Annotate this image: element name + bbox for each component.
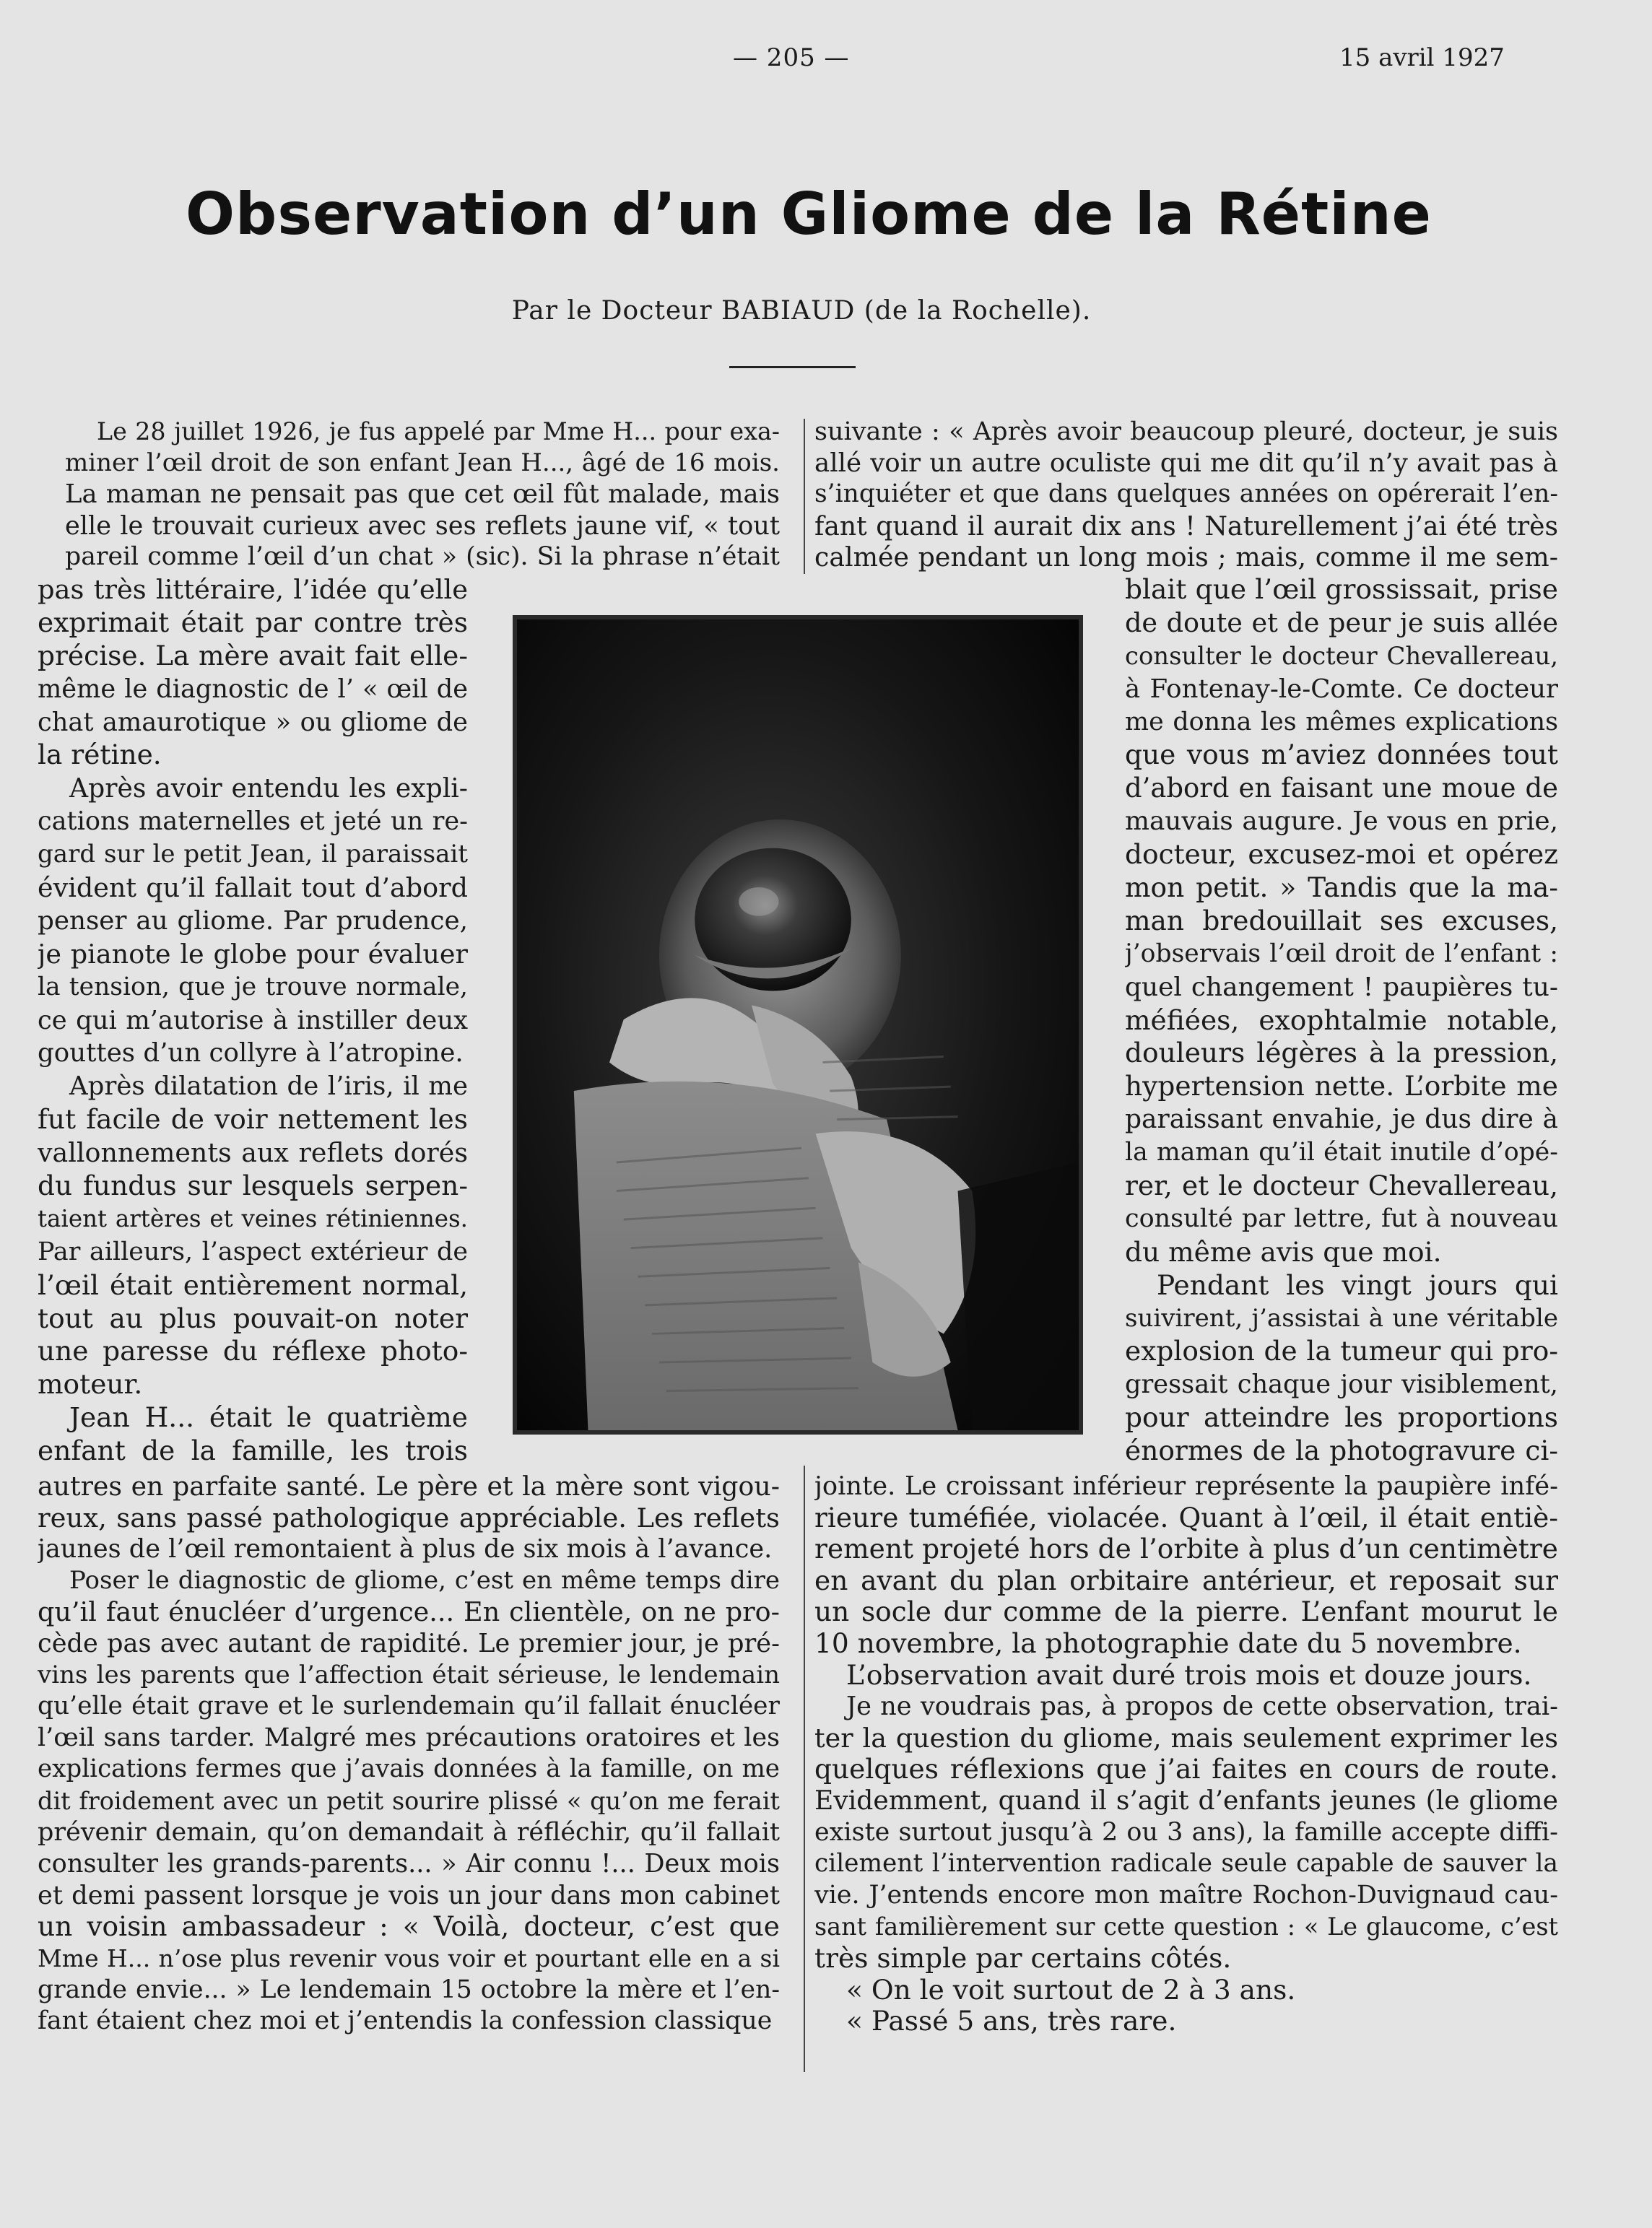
text-line: ter la question du gliome, mais seulement exprimer les <box>814 1722 1558 1754</box>
left-column-top-text <box>65 416 780 573</box>
text-line: enfant de la famille, les trois <box>38 1435 468 1467</box>
text-line: existe surtout jusqu’à 2 ou 3 ans), la famille accepte diffi- <box>814 1817 1558 1847</box>
text-line: cilement l’intervention radicale seule capable de sauver la <box>814 1849 1558 1879</box>
text-line: Par ailleurs, l’aspect extérieur de <box>38 1237 468 1266</box>
photograph-image <box>517 619 1079 1430</box>
text-line: fut facile de voir nettement les <box>38 1103 468 1136</box>
text-line: man bredouillait ses excuses, <box>1125 904 1558 936</box>
text-line: paraissant envahie, je dus dire à <box>1125 1105 1558 1135</box>
text-line: gard sur le petit Jean, il paraissait <box>38 840 468 869</box>
text-line: la maman qu’il était inutile d’opé- <box>1125 1138 1558 1167</box>
right-column-narrow-text <box>1125 573 1558 1468</box>
text-line: calmée pendant un long mois ; mais, comme il me sem- <box>814 541 1558 573</box>
text-line: douleurs légères à la pression, <box>1125 1037 1558 1069</box>
text-line: L’observation avait duré trois mois et douze jours. <box>846 1659 1532 1691</box>
text-line: rieure tuméfiée, violacée. Quant à l’œil, il était entiè- <box>814 1502 1558 1533</box>
text-line: que vous m’aviez données tout <box>1125 739 1558 771</box>
right-column-bottom-text <box>814 1471 1558 2037</box>
text-line: s’inquiéter et que dans quelques années on opérerait l’en- <box>814 479 1558 509</box>
text-line: une paresse du réflexe photo- <box>38 1335 468 1367</box>
text-line: qu’elle était grave et le surlendemain qu’il fallait énucléer <box>38 1692 780 1721</box>
text-line: jaunes de l’œil remontaient à plus de six mois à l’avance. <box>38 1534 773 1565</box>
text-line: la tension, que je trouve normale, <box>38 972 468 1001</box>
text-line: l’œil sans tarder. Malgré mes précautions oratoires et les <box>38 1723 780 1752</box>
text-line: pareil comme l’œil d’un chat » (sic). Si la phrase n’était <box>65 542 780 572</box>
text-line: allé voir un autre oculiste qui me dit qu’il n’y avait pas à <box>814 448 1558 478</box>
text-line: pour atteindre les proportions <box>1125 1401 1558 1434</box>
text-line: consulter le docteur Chevallereau, <box>1125 641 1558 670</box>
text-line: quel changement ! paupières tu- <box>1125 972 1558 1002</box>
text-line: miner l’œil droit de son enfant Jean H..., âgé de 16 mois. <box>65 448 780 477</box>
text-line: de doute et de peur je suis allée <box>1125 606 1558 638</box>
left-column-bottom-text <box>38 1471 780 2037</box>
text-line: me donna les mêmes explications <box>1125 707 1558 736</box>
right-column-top-text <box>814 416 1558 573</box>
text-line: Après avoir entendu les expli- <box>69 773 468 804</box>
text-line: suivirent, j’assistai à une véritable <box>1125 1303 1558 1333</box>
text-line: Evidemment, quand il s’agit d’enfants jeunes (le gliome <box>814 1785 1558 1816</box>
column-divider-top <box>804 419 805 574</box>
text-line: je pianote le globe pour évaluer <box>38 938 468 970</box>
text-line: consulté par lettre, fut à nouveau <box>1125 1204 1558 1233</box>
text-line: taient artères et veines rétiniennes. <box>38 1204 468 1232</box>
text-line: penser au gliome. Par prudence, <box>38 905 468 936</box>
text-line: qu’il faut énucléer d’urgence... En clientèle, on ne pro- <box>38 1596 780 1628</box>
text-line: consulter les grands-parents... » Air connu !... Deux mois <box>38 1849 780 1879</box>
text-line: La maman ne pensait pas que cet œil fût malade, mais <box>65 479 780 510</box>
text-line: un voisin ambassadeur : « Voilà, docteur, c’est que <box>38 1911 780 1943</box>
text-line: Après dilatation de l’iris, il me <box>69 1071 468 1102</box>
page-number: — 205 — <box>733 43 850 72</box>
text-line: Jean H... était le quatrième <box>69 1401 468 1434</box>
text-line: et demi passent lorsque je vois un jour dans mon cabinet <box>38 1880 780 1910</box>
text-line: grande envie... » Le lendemain 15 octobre la mère et l’en- <box>38 1975 780 2004</box>
left-column-narrow-text <box>38 573 468 1468</box>
text-line: un socle dur comme de la pierre. L’enfant mourut le <box>814 1596 1558 1628</box>
text-line: j’observais l’œil droit de l’enfant : <box>1125 939 1558 968</box>
text-line: gressait chaque jour visiblement, <box>1125 1370 1558 1400</box>
text-line: Poser le diagnostic de gliome, c’est en même temps dire <box>69 1565 780 1595</box>
text-line: « On le voit surtout de 2 à 3 ans. <box>846 1974 1296 2006</box>
text-line: l’œil était entièrement normal, <box>38 1269 468 1301</box>
text-line: pas très littéraire, l’idée qu’elle <box>38 574 468 605</box>
text-line: évident qu’il fallait tout d’abord <box>38 872 468 904</box>
text-line: vie. J’entends encore mon maître Rochon-Duvignaud cau- <box>814 1880 1558 1910</box>
text-line: Mme H... n’ose plus revenir vous voir et pourtant elle en a si <box>38 1944 780 1972</box>
column-divider-bottom <box>804 1466 805 2072</box>
text-line: très simple par certains côtés. <box>814 1942 1232 1974</box>
text-line: chat amaurotique » ou gliome de <box>38 707 468 737</box>
text-line: en avant du plan orbitaire antérieur, et reposait sur <box>814 1565 1558 1596</box>
text-line: autres en parfaite santé. Le père et la mère sont vigou- <box>38 1471 780 1502</box>
text-line: même le diagnostic de l’ « œil de <box>38 674 468 704</box>
text-line: cations maternelles et jeté un re- <box>38 806 468 837</box>
text-line: rement projeté hors de l’orbite à plus d’un centimètre <box>814 1533 1558 1565</box>
text-line: jointe. Le croissant inférieur représente la paupière infé- <box>814 1471 1558 1501</box>
text-line: moteur. <box>38 1368 143 1401</box>
article-byline: Par le Docteur BABIAUD (de la Rochelle). <box>511 296 1092 326</box>
text-line: Pendant les vingt jours qui <box>1157 1269 1558 1301</box>
title-rule <box>729 366 856 368</box>
text-line: fant quand il aurait dix ans ! Naturellement j’ai été très <box>814 510 1558 541</box>
text-line: du même avis que moi. <box>1125 1235 1442 1268</box>
text-line: la rétine. <box>38 739 162 771</box>
text-line: exprimait était par contre très <box>38 606 468 638</box>
text-line: rer, et le docteur Chevallereau, <box>1125 1170 1558 1202</box>
text-line: fant étaient chez moi et j’entendis la confession classique <box>38 2006 773 2036</box>
text-line: suivante : « Après avoir beaucoup pleuré, docteur, je suis <box>814 417 1558 446</box>
text-line: vallonnements aux reflets dorés <box>38 1137 468 1169</box>
text-line: mauvais augure. Je vous en prie, <box>1125 806 1558 837</box>
text-line: reux, sans passé pathologique appréciable. Les reflets <box>38 1502 780 1533</box>
text-line: tout au plus pouvait-on noter <box>38 1302 468 1334</box>
text-line: méfiées, exophtalmie notable, <box>1125 1004 1558 1036</box>
text-line: gouttes d’un collyre à l’atropine. <box>38 1038 464 1069</box>
text-line: quelques réflexions que j’ai faites en cours de route. <box>814 1754 1558 1785</box>
text-line: sant familièrement sur cette question : « Le glaucome, c’est <box>814 1912 1558 1941</box>
text-line: hypertension nette. L’orbite me <box>1125 1070 1558 1102</box>
text-line: elle le trouvait curieux avec ses reflets jaune vif, « tout <box>65 510 780 541</box>
text-line: ce qui m’autorise à instiller deux <box>38 1005 468 1035</box>
text-line: mon petit. » Tandis que la ma- <box>1125 871 1558 904</box>
tumor-photograph <box>513 615 1083 1435</box>
text-line: dit froidement avec un petit sourire plissé « qu’on me ferait <box>38 1786 780 1815</box>
text-line: Je ne voudrais pas, à propos de cette observation, trai- <box>846 1692 1558 1722</box>
text-line: prévenir demain, qu’on demandait à réfléchir, qu’il fallait <box>38 1817 780 1847</box>
text-line: blait que l’œil grossissait, prise <box>1125 573 1558 605</box>
text-line: Le 28 juillet 1926, je fus appelé par Mme H... pour exa- <box>97 417 780 445</box>
text-line: vins les parents que l’affection était sérieuse, le lendemain <box>38 1660 780 1689</box>
issue-date: 15 avril 1927 <box>1339 43 1505 72</box>
text-line: à Fontenay-le-Comte. Ce docteur <box>1125 674 1558 704</box>
text-line: cède pas avec autant de rapidité. Le premier jour, je pré- <box>38 1628 780 1658</box>
text-line: du fundus sur lesquels serpen- <box>38 1170 468 1202</box>
text-line: 10 novembre, la photographie date du 5 novembre. <box>814 1627 1522 1659</box>
text-line: énormes de la photogravure ci- <box>1125 1435 1558 1467</box>
text-line: précise. La mère avait fait elle- <box>38 639 468 671</box>
text-line: explosion de la tumeur qui pro- <box>1125 1335 1558 1367</box>
text-line: explications fermes que j’avais données à la famille, on me <box>38 1754 780 1784</box>
text-line: docteur, excusez-moi et opérez <box>1125 838 1558 871</box>
article-title: Observation d’un Gliome de la Rétine <box>186 180 1432 248</box>
text-line: d’abord en faisant une moue de <box>1125 773 1558 804</box>
text-line: « Passé 5 ans, très rare. <box>846 2006 1177 2037</box>
